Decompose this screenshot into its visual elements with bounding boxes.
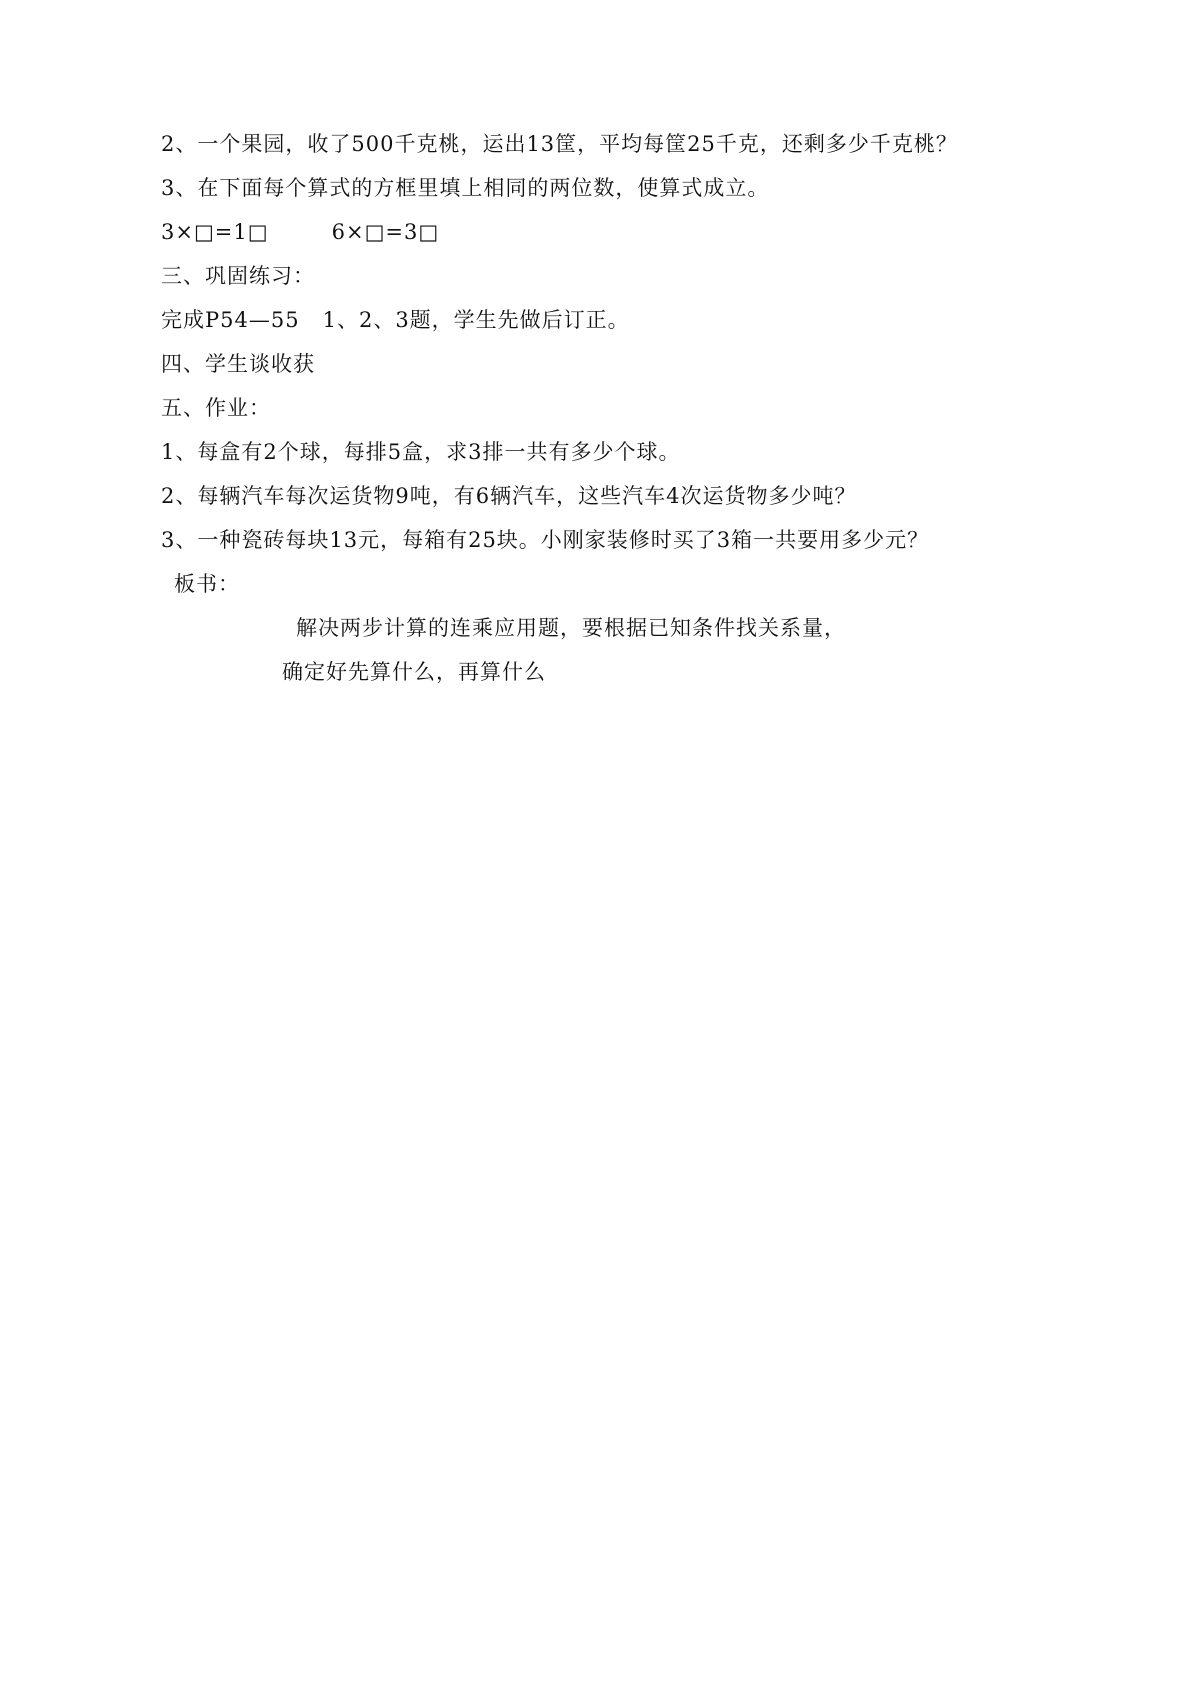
homework-item-3: 3、一种瓷砖每块13元，每箱有25块。小刚家装修时买了3箱一共要用多少元？ xyxy=(161,528,930,552)
blackboard-line-1: 解决两步计算的连乘应用题，要根据已知条件找关系量， xyxy=(296,616,846,640)
document-body xyxy=(161,122,1061,694)
equation-a: 3×□=1□ xyxy=(161,220,269,244)
section-3-body: 完成P54—55 1、2、3题，学生先做后订正。 xyxy=(161,308,630,332)
problem-3-text: 3、在下面每个算式的方框里填上相同的两位数，使算式成立。 xyxy=(161,176,770,200)
homework-item-2: 2、每辆汽车每次运货物9吨，有6辆汽车，这些汽车4次运货物多少吨？ xyxy=(161,484,857,508)
homework-item-1: 1、每盒有2个球，每排5盒，求3排一共有多少个球。 xyxy=(161,440,681,464)
problem-2-text: 2、一个果园，收了500千克桃，运出13筐，平均每筐25千克，还剩多少千克桃？ xyxy=(161,132,958,156)
equation-b: 6×□=3□ xyxy=(331,220,440,244)
equation-row xyxy=(161,210,1061,254)
blackboard-label: 板书： xyxy=(174,572,240,596)
section-5-heading: 五、作业： xyxy=(161,396,271,420)
blackboard-line-2: 确定好先算什么，再算什么 xyxy=(282,660,546,684)
section-3-heading: 三、巩固练习： xyxy=(161,264,315,288)
section-4-heading: 四、学生谈收获 xyxy=(161,352,315,376)
